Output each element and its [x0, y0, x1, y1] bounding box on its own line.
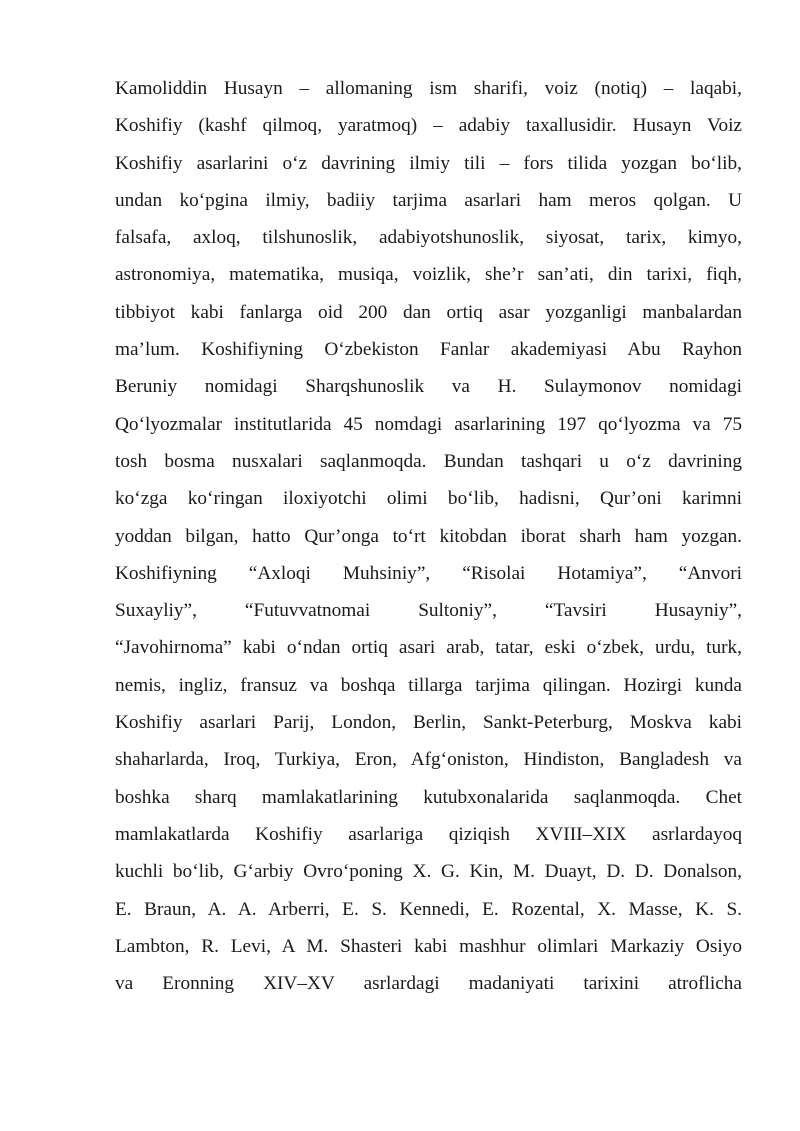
- text-line: Beruniy nomidagi Sharqshunoslik va H. Sulaymonov nomidagi: [115, 376, 742, 398]
- text-line: astronomiya, matematika, musiqa, voizlik, she’r san’ati, din tarixi, fiqh,: [115, 264, 742, 286]
- text-line: Lambton, R. Levi, A M. Shasteri kabi mashhur olimlari Markaziy Osiyo: [115, 935, 742, 957]
- text-line: Koshifiyning “Axloqi Muhsiniy”, “Risolai Hotamiya”, “Anvori: [115, 562, 742, 584]
- text-line: E. Braun, A. A. Arberri, E. S. Kennedi, E. Rozental, X. Masse, K. S.: [115, 898, 742, 920]
- text-line: yoddan bilgan, hatto Qur’onga to‘rt kitobdan iborat sharh ham yozgan.: [115, 525, 742, 547]
- text-line: mamlakatlarda Koshifiy asarlariga qiziqish XVIII–XIX asrlardayoq: [115, 823, 742, 845]
- text-line: boshka sharq mamlakatlarining kutubxonalarida saqlanmoqda. Chet: [115, 786, 742, 808]
- text-line: Koshifiy (kashf qilmoq, yaratmoq) – adabiy taxallusidir. Husayn Voiz: [115, 115, 742, 137]
- text-line: Kamoliddin Husayn – allomaning ism sharifi, voiz (notiq) – laqabi,: [115, 78, 742, 99]
- body-paragraph: [115, 70, 742, 1002]
- text-line: Koshifiy asarlarini o‘z davrining ilmiy tili – fors tilida yozgan bo‘lib,: [115, 152, 742, 174]
- text-line: va Eronning XIV–XV asrlardagi madaniyati tarixini atroflicha: [115, 973, 742, 995]
- text-line: nemis, ingliz, fransuz va boshqa tillarga tarjima qilingan. Hozirgi kunda: [115, 674, 742, 696]
- text-line: falsafa, axloq, tilshunoslik, adabiyotshunoslik, siyosat, tarix, kimyo,: [115, 227, 742, 249]
- text-line: tosh bosma nusxalari saqlanmoqda. Bundan tashqari u o‘z davrining: [115, 450, 742, 472]
- text-line: Suxayliy”, “Futuvvatnomai Sultoniy”, “Tavsiri Husayniy”,: [115, 600, 742, 622]
- text-line: Koshifiy asarlari Parij, London, Berlin, Sankt-Peterburg, Moskva kabi: [115, 712, 742, 734]
- text-line: shaharlarda, Iroq, Turkiya, Eron, Afg‘oniston, Hindiston, Bangladesh va: [115, 749, 742, 771]
- text-line: kuchli bo‘lib, G‘arbiy Ovro‘poning X. G. Kin, M. Duayt, D. D. Donalson,: [115, 861, 742, 883]
- text-line: undan ko‘pgina ilmiy, badiiy tarjima asarlari ham meros qolgan. U: [115, 189, 742, 211]
- text-line: “Javohirnoma” kabi o‘ndan ortiq asari arab, tatar, eski o‘zbek, urdu, turk,: [115, 637, 742, 659]
- text-line: ko‘zga ko‘ringan iloxiyotchi olimi bo‘lib, hadisni, Qur’oni karimni: [115, 488, 742, 510]
- text-line: ma’lum. Koshifiyning O‘zbekiston Fanlar akademiyasi Abu Rayhon: [115, 339, 742, 361]
- text-line: tibbiyot kabi fanlarga oid 200 dan ortiq asar yozganligi manbalardan: [115, 301, 742, 323]
- text-line: Qo‘lyozmalar institutlarida 45 nomdagi asarlarining 197 qo‘lyozma va 75: [115, 413, 742, 435]
